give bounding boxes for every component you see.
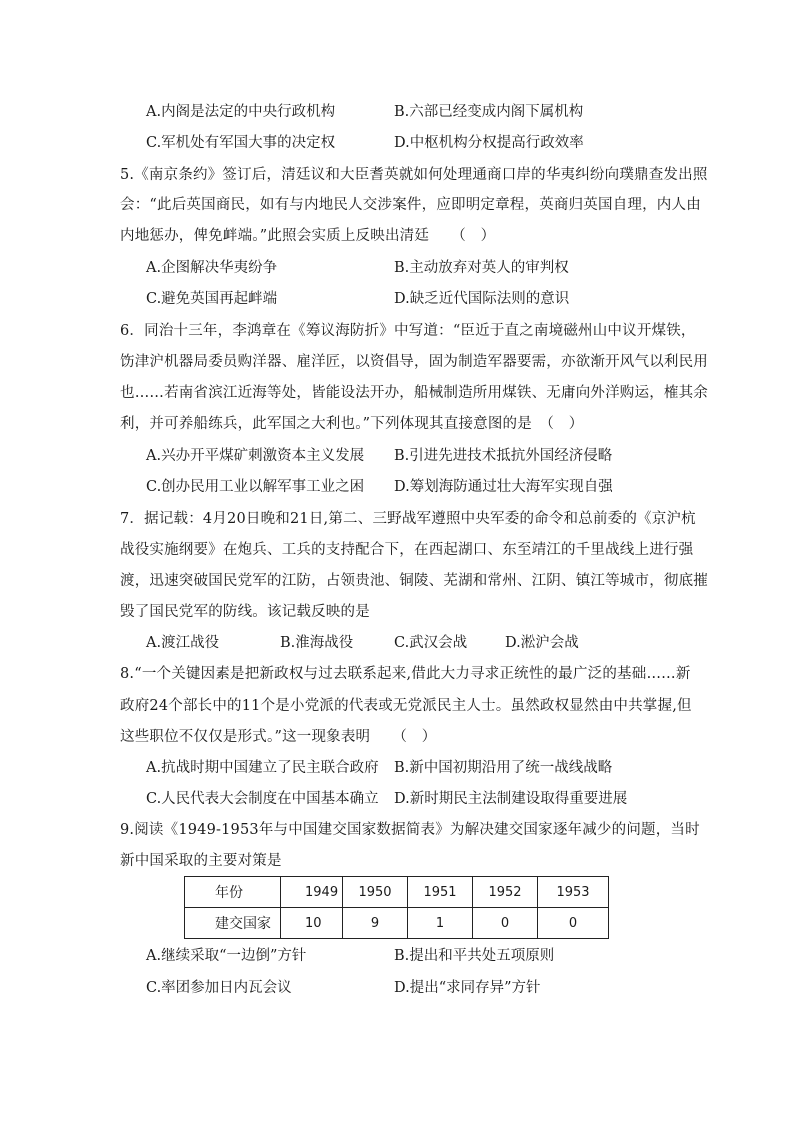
table-cell-count: 10 [281,908,343,939]
table-cell-year: 1951 [408,877,473,908]
q4-option-b[interactable]: B.六部已经变成内阁下属机构 [394,104,584,120]
q8-stem-line: 8.“一个关键因素是把新政权与过去联系起来,借此大力寻求正统性的最广泛的基础……新 [120,666,691,682]
table-cell-year: 1950 [343,877,408,908]
q9-stem-line: 新中国采取的主要对策是 [120,853,282,869]
table-cell-year: 1953 [538,877,609,908]
q6-stem-line: 利，并可养船练兵，此军国之大利也。”下列体现其直接意图的是 （ ） [120,416,584,432]
q6-stem-line: 也……若南省滨江近海等处，皆能设法开办，船械制造所用煤铁、无庸向外洋购运，榷其余 [120,385,708,401]
q9-stem-line: 9.阅读《1949-1953年与中国建交国家数据简表》为解决建交国家逐年减少的问题，当时 [120,822,700,838]
q5-stem-line: 会：“此后英国商民，如有与内地民人交涉案件，应即明定章程，英商归英国自理，内人由 [120,197,701,213]
q5-option-d[interactable]: D.缺乏近代国际法则的意识 [394,291,570,307]
q6-option-b[interactable]: B.引进先进技术抵抗外国经济侵略 [394,448,613,464]
q7-stem-line: 渡，迅速突破国民党军的江防，占领贵池、铜陵、芜湖和常州、江阴、镇江等城市，彻底摧 [120,573,708,589]
q9-option-a[interactable]: A.继续采取“一边倒”方针 [146,948,307,964]
q5-stem-line: 内地惩办，俾免衅端。”此照会实质上反映出清廷 （ ） [120,228,496,244]
q9-option-c[interactable]: C.率团参加日内瓦会议 [146,980,292,996]
q5-option-b[interactable]: B.主动放弃对英人的审判权 [394,260,569,276]
table-row [185,877,609,908]
table-cell-count: 9 [343,908,408,939]
q9-option-b[interactable]: B.提出和平共处五项原则 [394,948,555,964]
q6-option-d[interactable]: D.筹划海防通过壮大海军实现自强 [394,479,613,495]
table-cell-count: 0 [538,908,609,939]
q6-option-c[interactable]: C.创办民用工业以解军事工业之困 [146,479,365,495]
q5-stem-line: 5.《南京条约》签订后，清廷议和大臣耆英就如何处理通商口岸的华夷纠纷向璞鼎查发出照 [120,167,708,183]
q8-stem-line: 政府24个部长中的11个是小党派的代表或无党派民主人士。虽然政权显然由中共掌握,但 [120,698,692,714]
q7-stem-line: 7．据记载：4月20日晚和21日,第二、三野战军遵照中央军委的命令和总前委的《京沪杭 [120,511,696,527]
q7-stem-line: 战役实施纲要》在炮兵、工兵的支持配合下，在西起湖口、东至靖江的千里战线上进行强 [120,542,694,558]
q7-stem-line: 毁了国民党军的防线。该记载反映的是 [120,604,370,620]
q4-option-d[interactable]: D.中枢机构分权提高行政效率 [394,135,584,151]
table-row-header: 建交国家 [185,908,281,939]
q8-stem-line: 这些职位不仅仅是形式。”这一现象表明 （ ） [120,729,437,745]
q6-stem-line: 饬津沪机器局委员购洋器、雇洋匠，以资倡导，固为制造军器要需，亦欲渐开风气以利民用 [120,354,708,370]
q6-option-a[interactable]: A.兴办开平煤矿刺激资本主义发展 [146,448,365,464]
q4-option-c[interactable]: C.军机处有军国大事的决定权 [146,135,336,151]
q5-option-c[interactable]: C.避免英国再起衅端 [146,291,278,307]
q9-option-d[interactable]: D.提出“求同存异”方针 [394,980,541,996]
q4-option-a[interactable]: A.内阁是法定的中央行政机构 [146,104,336,120]
q8-option-c[interactable]: C.人民代表大会制度在中国基本确立 [146,791,379,807]
table-cell-count: 1 [408,908,473,939]
q8-option-b[interactable]: B.新中国初期沿用了统一战线战略 [394,760,613,776]
table-cell-year: 1949 [281,877,343,908]
q8-option-d[interactable]: D.新时期民主法制建设取得重要进展 [394,791,628,807]
q6-stem-line: 6．同治十三年，李鸿章在《筹议海防折》中写道：“臣近于直之南境磁州山中议开煤铁， [120,323,696,339]
q7-option-a[interactable]: A.渡江战役 [146,635,220,651]
q7-option-d[interactable]: D.淞沪会战 [505,635,579,651]
table-row-header: 年份 [185,877,281,908]
q8-option-a[interactable]: A.抗战时期中国建立了民主联合政府 [146,760,379,776]
diplomatic-relations-table [184,876,609,939]
q7-option-c[interactable]: C.武汉会战 [394,635,468,651]
table-cell-count: 0 [473,908,538,939]
q5-option-a[interactable]: A.企图解决华夷纷争 [146,260,278,276]
table-row [185,908,609,939]
table-cell-year: 1952 [473,877,538,908]
q7-option-b[interactable]: B.淮海战役 [280,635,354,651]
